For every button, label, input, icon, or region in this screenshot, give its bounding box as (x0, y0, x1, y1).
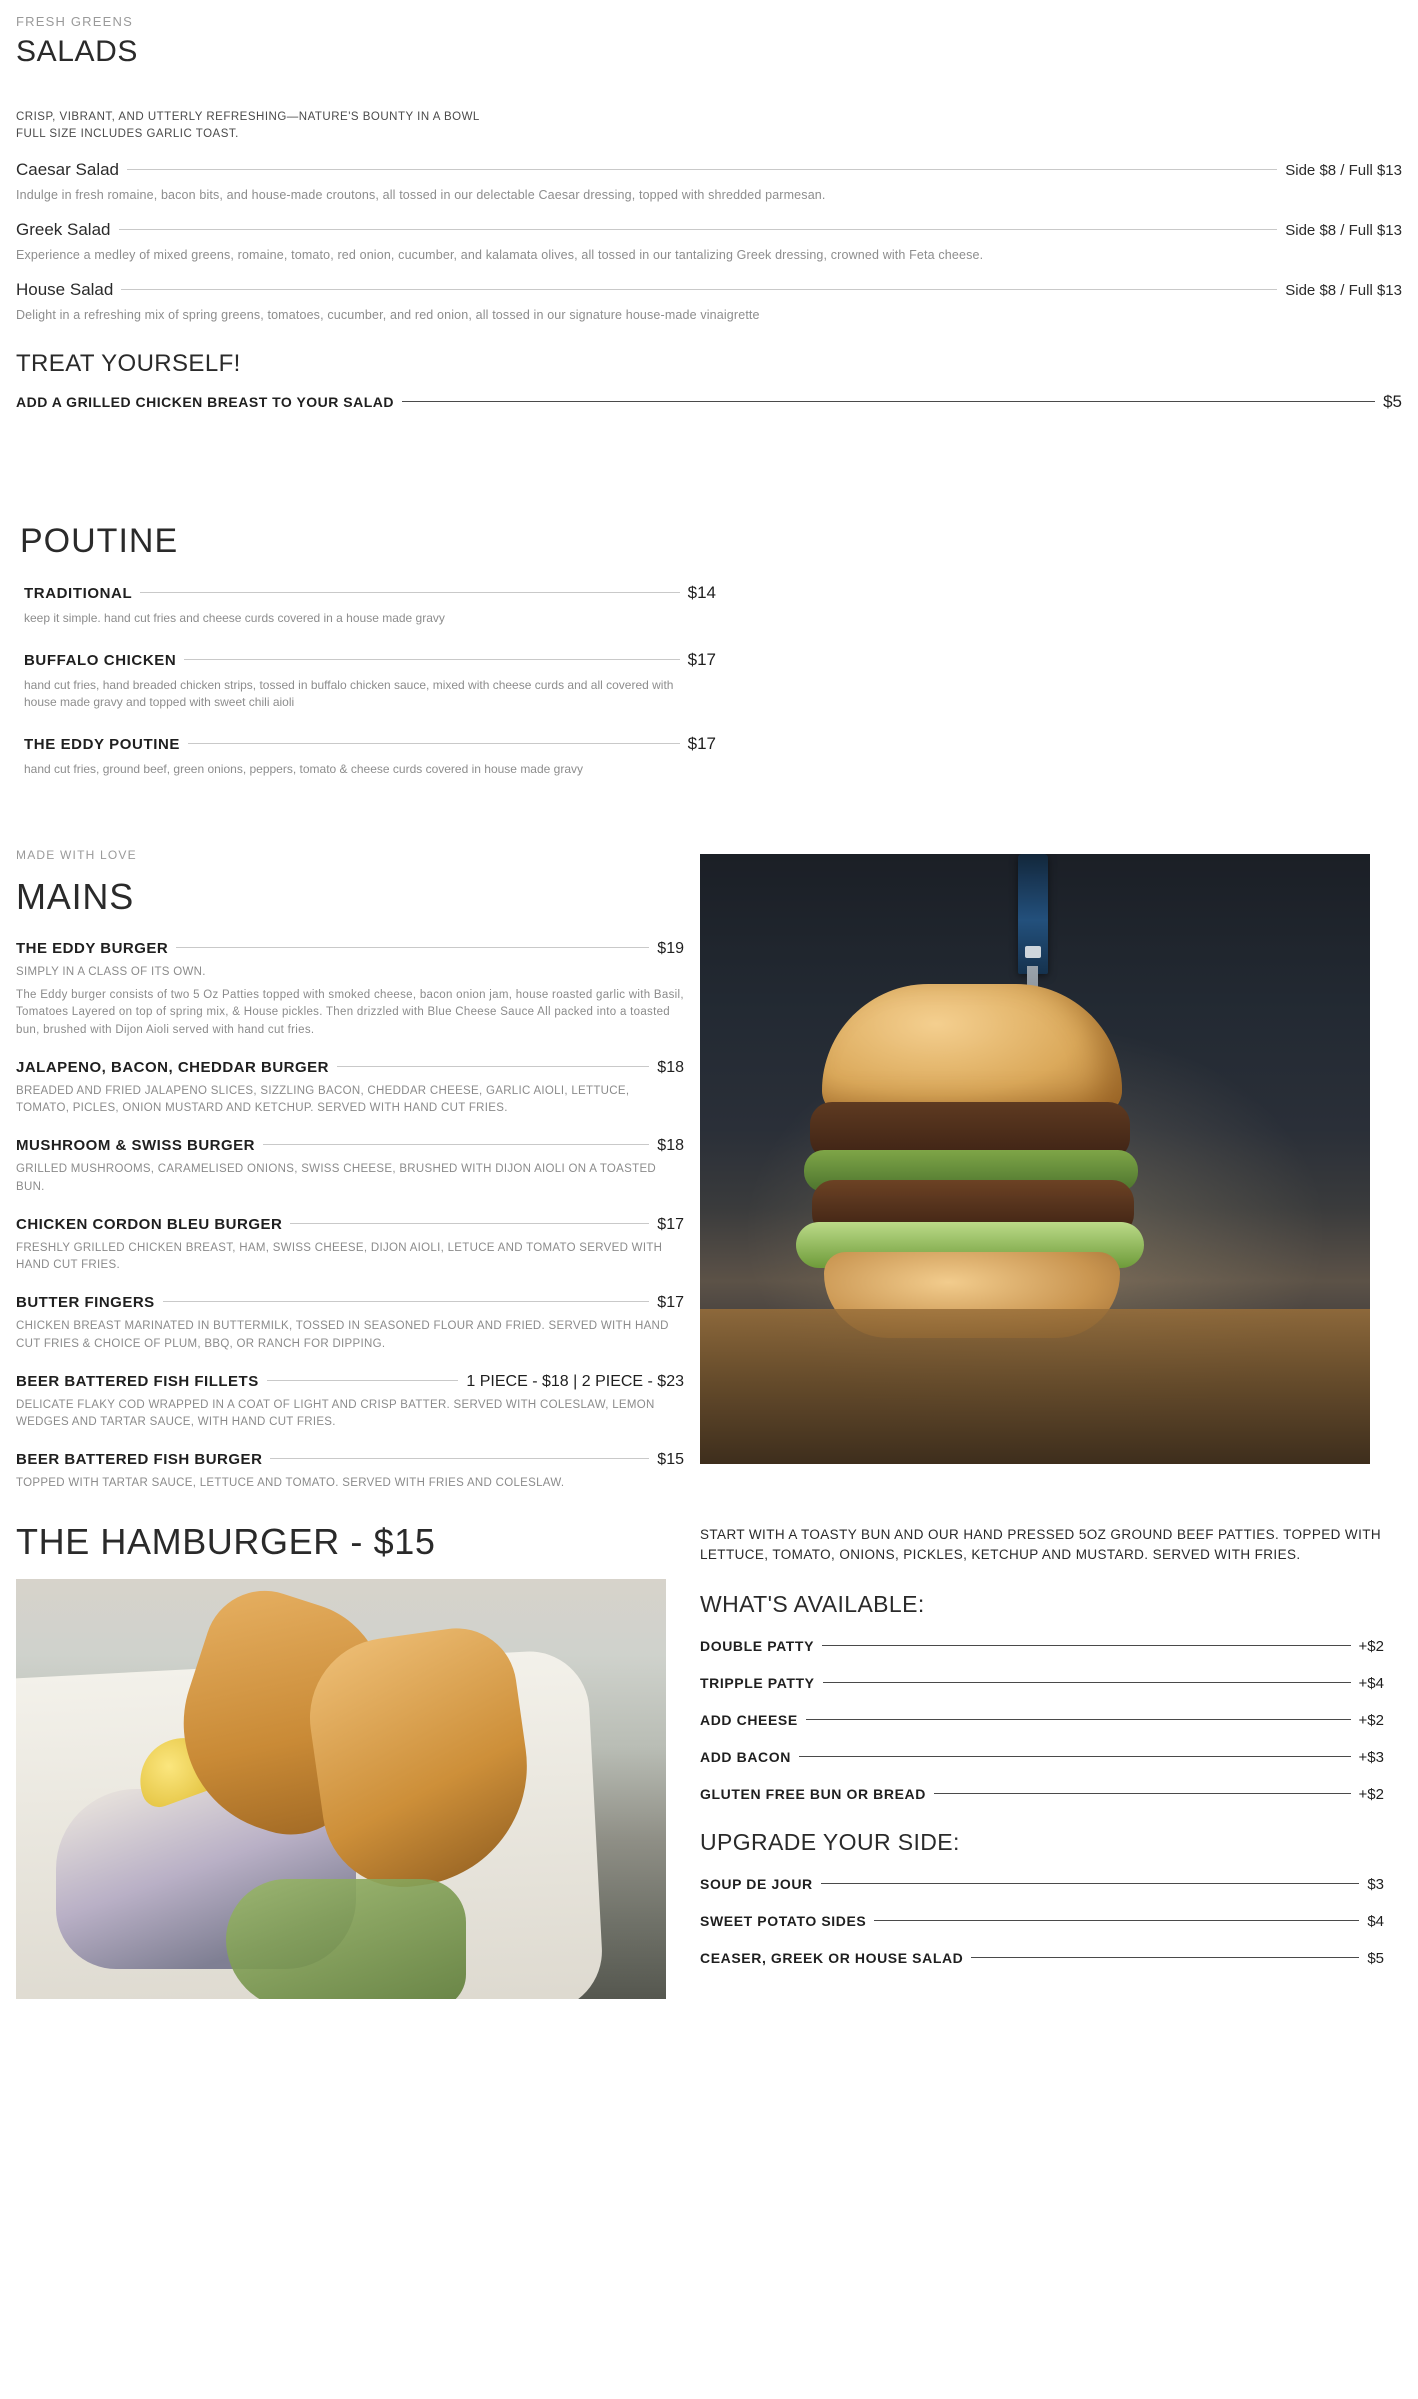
item-price: +$2 (1358, 1638, 1384, 1656)
item-description: FRESHLY GRILLED CHICKEN BREAST, HAM, SWISS CHEESE, DIJON AIOLI, LETUCE AND TOMATO SERVED WITH HAND CUT FRIES. (16, 1241, 663, 1272)
item-price: +$4 (1358, 1675, 1384, 1693)
serving-board (700, 1309, 1370, 1464)
item-price: Side $8 / Full $13 (1285, 282, 1402, 300)
menu-item (16, 160, 1402, 202)
item-description: hand cut fries, ground beef, green onions, peppers, tomato & cheese curds covered in house made gravy (24, 761, 584, 776)
item-description: Delight in a refreshing mix of spring greens, tomatoes, cucumber, and red onion, all tossed in our signature house-made vinaigrette (16, 308, 760, 323)
option-row (700, 1638, 1384, 1655)
hamburger-right-column (700, 1521, 1400, 1968)
item-name: MUSHROOM & SWISS BURGER (16, 1137, 256, 1155)
item-name: SWEET POTATO SIDES (700, 1913, 867, 1930)
item-name: GLUTEN FREE BUN OR BREAD (700, 1786, 926, 1803)
item-name: TRIPPLE PATTY (700, 1675, 815, 1692)
option-row (700, 1786, 1384, 1803)
item-price: $17 (687, 649, 716, 669)
steak-knife-handle (1018, 854, 1048, 974)
leader-line (290, 1223, 649, 1224)
leader-line (337, 1066, 649, 1067)
poutine-heading: POUTINE (20, 522, 179, 561)
item-description: keep it simple. hand cut fries and cheese curds covered in a house made gravy (24, 611, 445, 626)
option-row (700, 1913, 1384, 1930)
item-name: THE EDDY POUTINE (24, 735, 181, 753)
leader-line (163, 1301, 650, 1302)
leader-line (121, 289, 1277, 290)
menu-item (16, 1294, 684, 1353)
treat-yourself-item (16, 392, 1402, 412)
salads-description (16, 109, 1402, 142)
menu-item (16, 1451, 684, 1492)
menu-item (16, 1059, 684, 1118)
hamburger-description: START WITH A TOASTY BUN AND OUR HAND PRESSED 5OZ GROUND BEEF PATTIES. TOPPED WITH LETTUCE, TOMATO, ONIONS, PICKLES, KETCHUP AND MUSTARD. SERVED WITH FRIES. (700, 1526, 1382, 1562)
item-name: Greek Salad (16, 220, 111, 240)
item-description: Experience a medley of mixed greens, romaine, tomato, red onion, cucumber, and kalamata olives, all tossed in our tantalizing Greek dressing, crowned with Feta cheese. (16, 248, 984, 263)
item-price: $17 (657, 1294, 684, 1312)
leader-line (176, 947, 649, 948)
item-price: +$2 (1358, 1786, 1384, 1804)
item-description: DELICATE FLAKY COD WRAPPED IN A COAT OF LIGHT AND CRISP BATTER. SERVED WITH COLESLAW, LEMON WEDGES AND TARTAR SAUCE, WITH HAND CUT FRIES. (16, 1398, 655, 1429)
item-name: JALAPENO, BACON, CHEDDAR BURGER (16, 1058, 330, 1076)
leader-line (822, 1645, 1351, 1646)
poutine-section (0, 522, 732, 778)
leader-line (119, 229, 1278, 230)
item-description-secondary: The Eddy burger consists of two 5 Oz Patties topped with smoked cheese, bacon onion jam, house roasted garlic with Basil, Tomatoes Layered on top of spring mix, & House pickles. Then drizzled with Blue Cheese Sauce All packed into a toasted bun, brushed with Dijon Aioli served with hand cut fries. (16, 989, 684, 1036)
item-price: $14 (687, 583, 716, 603)
menu-item (16, 280, 1402, 322)
item-price: $19 (657, 939, 684, 957)
item-name: Caesar Salad (16, 160, 120, 180)
item-name: CHICKEN CORDON BLEU BURGER (16, 1215, 283, 1233)
item-description: TOPPED WITH TARTAR SAUCE, LETTUCE AND TOMATO. SERVED WITH FRIES AND COLESLAW. (16, 1477, 565, 1490)
menu-item (16, 1137, 684, 1196)
option-row (700, 1950, 1384, 1967)
leader-line (263, 1144, 649, 1145)
item-name: THE EDDY BURGER (16, 939, 169, 957)
item-name: BUTTER FINGERS (16, 1294, 155, 1312)
leader-line (821, 1883, 1360, 1884)
item-price: $4 (1367, 1913, 1384, 1931)
option-row (700, 1712, 1384, 1729)
salads-section (0, 0, 1418, 412)
item-name: ADD A GRILLED CHICKEN BREAST TO YOUR SALAD (16, 394, 395, 411)
item-name: BEER BATTERED FISH FILLETS (16, 1372, 259, 1390)
leader-line (874, 1920, 1359, 1921)
menu-item (16, 940, 684, 1039)
leader-line (823, 1682, 1351, 1683)
item-name: BEER BATTERED FISH BURGER (16, 1451, 263, 1469)
item-name: DOUBLE PATTY (700, 1638, 815, 1655)
burger-photo (700, 854, 1370, 1464)
item-price: Side $8 / Full $13 (1285, 162, 1402, 180)
item-price: $3 (1367, 1876, 1384, 1894)
fish-and-chips-photo (16, 1579, 666, 1999)
mains-section (0, 848, 1418, 1493)
menu-item (16, 220, 1402, 262)
leader-line (184, 659, 679, 660)
item-price: $15 (657, 1451, 684, 1469)
item-price: +$2 (1358, 1712, 1384, 1730)
mains-heading: MAINS (16, 875, 135, 917)
item-name: BUFFALO CHICKEN (24, 651, 177, 669)
item-name: SOUP DE JOUR (700, 1876, 813, 1893)
leader-line (127, 169, 1277, 170)
salads-eyebrow: FRESH GREENS (16, 14, 133, 29)
item-name: CEASER, GREEK OR HOUSE SALAD (700, 1950, 964, 1967)
leader-line (270, 1458, 649, 1459)
menu-item (16, 583, 716, 627)
menu-item (16, 1216, 684, 1275)
item-description: Indulge in fresh romaine, bacon bits, and house-made croutons, all tossed in our delectable Caesar dressing, topped with shredded parmesan. (16, 188, 826, 203)
leader-line (934, 1793, 1351, 1794)
menu-item (16, 1373, 684, 1432)
option-row (700, 1749, 1384, 1766)
item-price: $17 (687, 733, 716, 753)
item-name: House Salad (16, 280, 114, 300)
menu-item (16, 650, 716, 712)
item-price: $18 (657, 1137, 684, 1155)
item-description: SIMPLY IN A CLASS OF ITS OWN. (16, 965, 206, 978)
menu-item (16, 734, 716, 778)
hamburger-section (0, 1521, 1418, 1999)
item-price: $18 (657, 1058, 684, 1076)
leader-line (971, 1957, 1359, 1958)
leader-line (806, 1719, 1351, 1720)
item-name: TRADITIONAL (24, 585, 133, 603)
mains-list (0, 848, 700, 1493)
item-price: +$3 (1358, 1749, 1384, 1767)
mains-eyebrow: MADE WITH LOVE (16, 847, 137, 862)
item-price: Side $8 / Full $13 (1285, 222, 1402, 240)
burger-top-bun (822, 984, 1122, 1116)
leader-line (267, 1380, 459, 1381)
item-description: GRILLED MUSHROOMS, CARAMELISED ONIONS, SWISS CHEESE, BRUSHED WITH DIJON AIOLI ON A TOASTED BUN. (16, 1163, 657, 1193)
hamburger-left-column (0, 1521, 700, 1999)
item-description: BREADED AND FRIED JALAPENO SLICES, SIZZLING BACON, CHEDDAR CHEESE, GARLIC AIOLI, LETTUCE, TOMATO, PICLES, ONION MUSTARD AND KETCHUP. SERVED WITH HAND CUT FRIES. (16, 1084, 630, 1115)
treat-yourself-heading: TREAT YOURSELF! (16, 350, 241, 378)
item-price: $17 (657, 1215, 684, 1233)
leader-line (402, 401, 1375, 402)
item-description: hand cut fries, hand breaded chicken strips, tossed in buffalo chicken sauce, mixed with cheese curds and all covered with house made gravy and topped with sweet chili aioli (24, 677, 674, 710)
salads-description-line2: FULL SIZE INCLUDES GARLIC TOAST. (16, 127, 239, 140)
item-description: CHICKEN BREAST MARINATED IN BUTTERMILK, TOSSED IN SEASONED FLOUR AND FRIED. SERVED WITH HAND CUT FRIES & CHOICE OF PLUM, BBQ, OR RANCH FOR DIPPING. (16, 1320, 669, 1350)
option-row (700, 1876, 1384, 1893)
salads-description-line1: CRISP, VIBRANT, AND UTTERLY REFRESHING—NATURE'S BOUNTY IN A BOWL (16, 111, 480, 123)
upgrade-your-side-heading: UPGRADE YOUR SIDE: (700, 1829, 960, 1856)
item-name: ADD CHEESE (700, 1712, 798, 1729)
item-price: $5 (1367, 1950, 1384, 1968)
garnish-greens (226, 1879, 466, 1999)
item-price: $5 (1383, 392, 1402, 412)
item-price: 1 PIECE - $18 | 2 PIECE - $23 (466, 1372, 684, 1390)
whats-available-heading: WHAT'S AVAILABLE: (700, 1591, 925, 1618)
leader-line (188, 743, 680, 744)
leader-line (799, 1756, 1351, 1757)
salads-heading: SALADS (16, 35, 138, 68)
hamburger-heading: THE HAMBURGER - $15 (16, 1520, 436, 1562)
leader-line (140, 592, 679, 593)
option-row (700, 1675, 1384, 1692)
item-name: ADD BACON (700, 1749, 791, 1766)
